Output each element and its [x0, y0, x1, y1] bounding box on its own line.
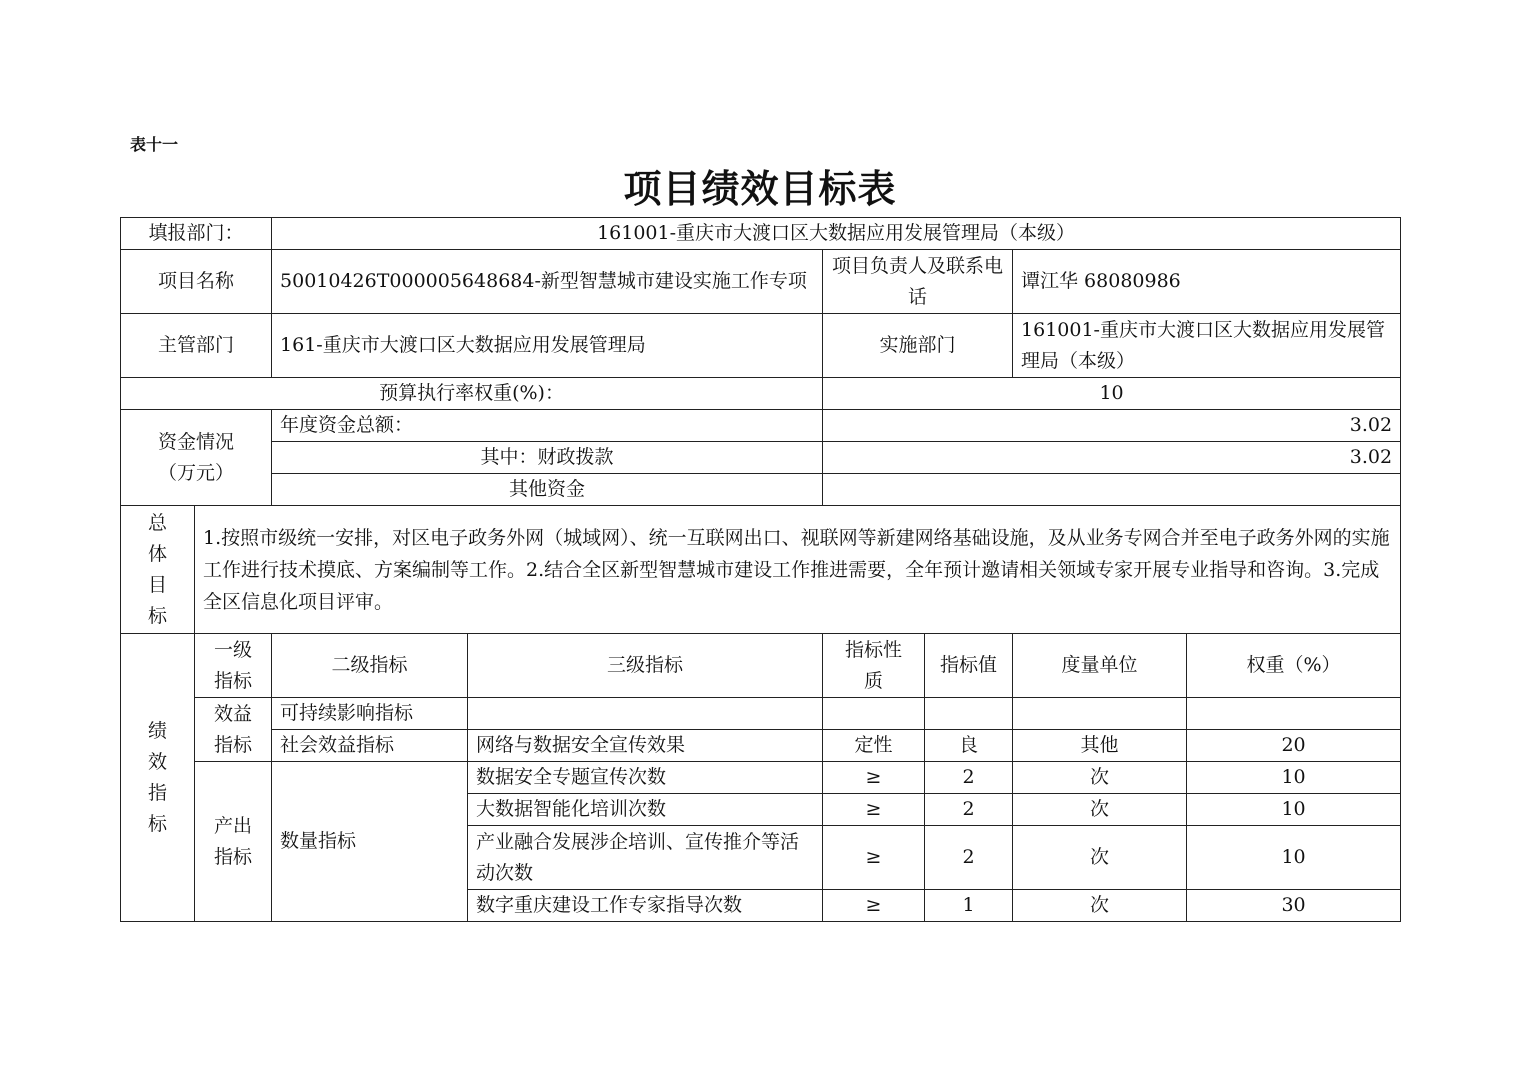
header-value: 指标值: [925, 634, 1013, 698]
table-row-value: 良: [925, 730, 1013, 762]
funds-fiscal-value: 3.02: [823, 442, 1401, 474]
table-row-unit: 其他: [1013, 730, 1187, 762]
output-level2: 数量指标: [272, 762, 468, 922]
owner-value: 谭江华 68080986: [1013, 250, 1401, 314]
table-row-weight: 10: [1187, 762, 1401, 794]
performance-target-table: [120, 217, 1401, 922]
table-row-value: 2: [925, 794, 1013, 826]
table-label: 表十一: [130, 135, 179, 154]
table-row-value: 2: [925, 826, 1013, 890]
table-row-weight: 20: [1187, 730, 1401, 762]
table-row-nature: ≥: [823, 794, 925, 826]
funds-fiscal-label: 其中：财政拨款: [272, 442, 823, 474]
table-row-value: 2: [925, 762, 1013, 794]
table-row-unit: 次: [1013, 762, 1187, 794]
header-level2: 二级指标: [272, 634, 468, 698]
table-row-value: 1: [925, 890, 1013, 922]
table-row-weight: [1187, 698, 1401, 730]
owner-label: 项目负责人及联系电话: [823, 250, 1013, 314]
project-name-value: 50010426T000005648684-新型智慧城市建设实施工作专项: [272, 250, 823, 314]
table-row-value: [925, 698, 1013, 730]
dept-value: 161001-重庆市大渡口区大数据应用发展管理局（本级）: [272, 218, 1401, 250]
header-level1: 一级指标: [195, 634, 272, 698]
supervisor-label: 主管部门: [121, 314, 272, 378]
funds-total-label: 年度资金总额：: [272, 410, 823, 442]
table-row-weight: 10: [1187, 794, 1401, 826]
table-row-nature: ≥: [823, 890, 925, 922]
funds-other-value: [823, 474, 1401, 506]
table-row-nature: [823, 698, 925, 730]
funds-total-value: 3.02: [823, 410, 1401, 442]
budget-weight-value: 10: [823, 378, 1401, 410]
page-title: 项目绩效目标表: [623, 166, 897, 211]
table-row-weight: 30: [1187, 890, 1401, 922]
benefit-level1: 效益指标: [195, 698, 272, 762]
impl-value: 161001-重庆市大渡口区大数据应用发展管理局（本级）: [1013, 314, 1401, 378]
impl-label: 实施部门: [823, 314, 1013, 378]
table-row-nature: 定性: [823, 730, 925, 762]
funds-label: 资金情况（万元）: [121, 410, 272, 506]
table-row-nature: ≥: [823, 826, 925, 890]
header-weight: 权重（%）: [1187, 634, 1401, 698]
header-nature: 指标性质: [823, 634, 925, 698]
table-row-unit: 次: [1013, 890, 1187, 922]
table-row-level3: 大数据智能化培训次数: [468, 794, 823, 826]
table-row-level2: 可持续影响指标: [272, 698, 468, 730]
table-row-weight: 10: [1187, 826, 1401, 890]
goal-label: 总体目标: [121, 506, 195, 634]
table-row-level2: 社会效益指标: [272, 730, 468, 762]
indicators-label: 绩效指标: [121, 634, 195, 922]
funds-other-label: 其他资金: [272, 474, 823, 506]
table-row-unit: 次: [1013, 826, 1187, 890]
table-row-unit: 次: [1013, 794, 1187, 826]
output-level1: 产出指标: [195, 762, 272, 922]
table-row-nature: ≥: [823, 762, 925, 794]
budget-weight-label: 预算执行率权重(%)：: [121, 378, 823, 410]
table-row-level3: 数据安全专题宣传次数: [468, 762, 823, 794]
header-unit: 度量单位: [1013, 634, 1187, 698]
table-row-level3: [468, 698, 823, 730]
project-name-label: 项目名称: [121, 250, 272, 314]
table-row-level3: 数字重庆建设工作专家指导次数: [468, 890, 823, 922]
header-level3: 三级指标: [468, 634, 823, 698]
goal-text: 1.按照市级统一安排，对区电子政务外网（城域网）、统一互联网出口、视联网等新建网络基础设施，及从业务专网合并至电子政务外网的实施工作进行技术摸底、方案编制等工作。2.结合全区新型智慧城市建设工作推进需要，全年预计邀请相关领域专家开展专业指导和咨询。3.完成全区信息化项目评审。: [195, 506, 1401, 634]
table-row-level3: 网络与数据安全宣传效果: [468, 730, 823, 762]
table-row-level3: 产业融合发展涉企培训、宣传推介等活动次数: [468, 826, 823, 890]
dept-label: 填报部门：: [121, 218, 272, 250]
table-row-unit: [1013, 698, 1187, 730]
supervisor-value: 161-重庆市大渡口区大数据应用发展管理局: [272, 314, 823, 378]
